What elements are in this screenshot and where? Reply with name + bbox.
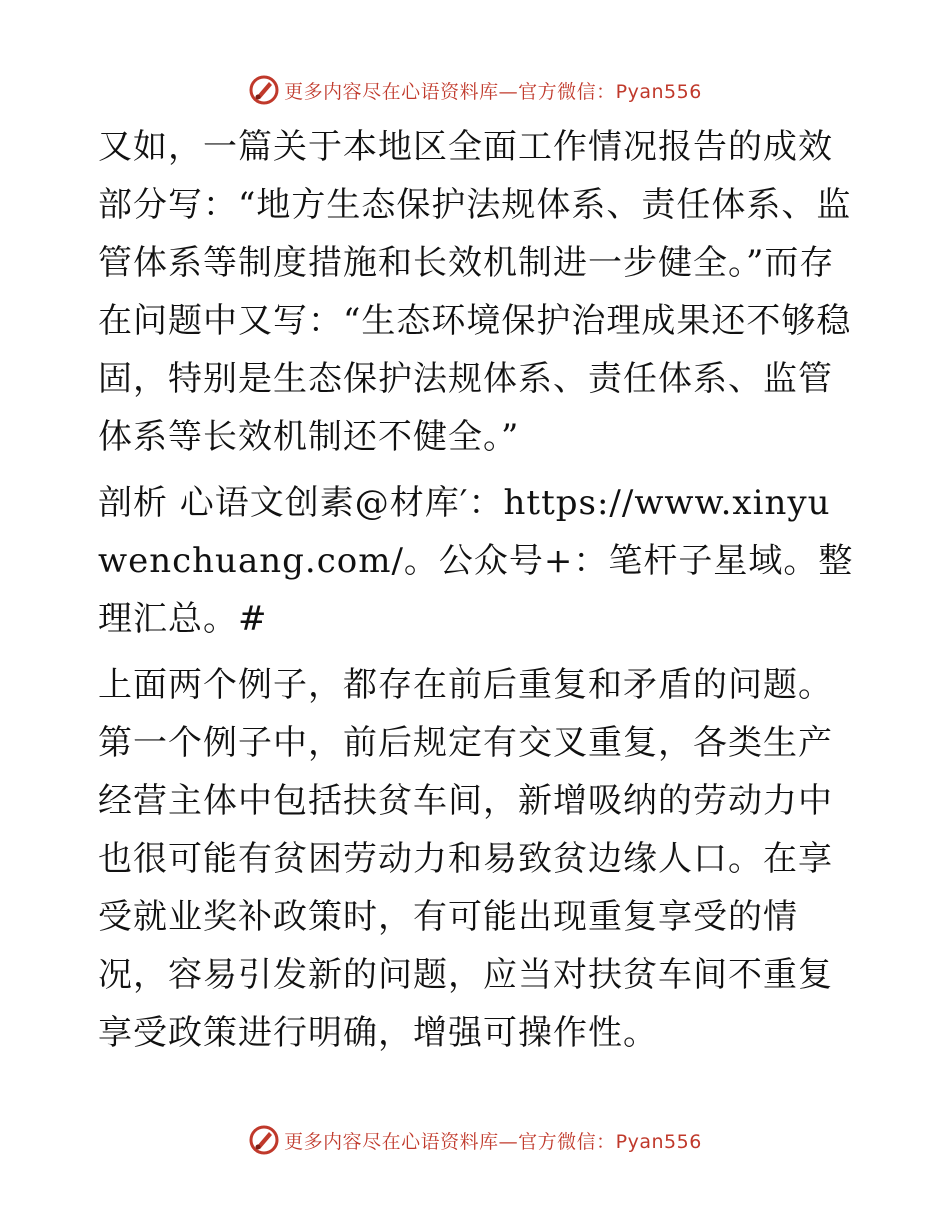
brush-seal-icon — [248, 1124, 280, 1156]
brush-seal-icon — [248, 74, 280, 106]
banner-text — [284, 1127, 702, 1154]
header-banner — [0, 70, 950, 110]
banner-wechat-id: Pyan556 — [615, 80, 702, 103]
banner-wechat-id: Pyan556 — [615, 1130, 702, 1153]
footer-banner — [0, 1120, 950, 1160]
paragraph-2: 剖析 心语文创素@材库′：https://www.xinyuwenchuang.com/。公众号+：笔杆子星域。整理汇总。# — [98, 483, 854, 639]
document-body — [98, 118, 858, 1070]
banner-label: 更多内容尽在心语资料库—官方微信： — [284, 1130, 616, 1153]
banner-label: 更多内容尽在心语资料库—官方微信： — [284, 80, 616, 103]
banner-text — [284, 77, 702, 104]
paragraph-1: 又如，一篇关于本地区全面工作情况报告的成效部分写：“地方生态保护法规体系、责任体系、监管体系等制度措施和长效机制进一步健全。”而存在问题中又写：“生态环境保护治理成果还不够稳固，特别是生态保护法规体系、责任体系、监管体系等长效机制还不健全。” — [98, 127, 852, 457]
paragraph-3: 上面两个例子，都存在前后重复和矛盾的问题。第一个例子中，前后规定有交叉重复，各类生产经营主体中包括扶贫车间，新增吸纳的劳动力中也很可能有贫困劳动力和易致贫边缘人口。在享受就业奖补政策时，有可能出现重复享受的情况，容易引发新的问题，应当对扶贫车间不重复享受政策进行明确，增强可操作性。 — [98, 665, 833, 1053]
